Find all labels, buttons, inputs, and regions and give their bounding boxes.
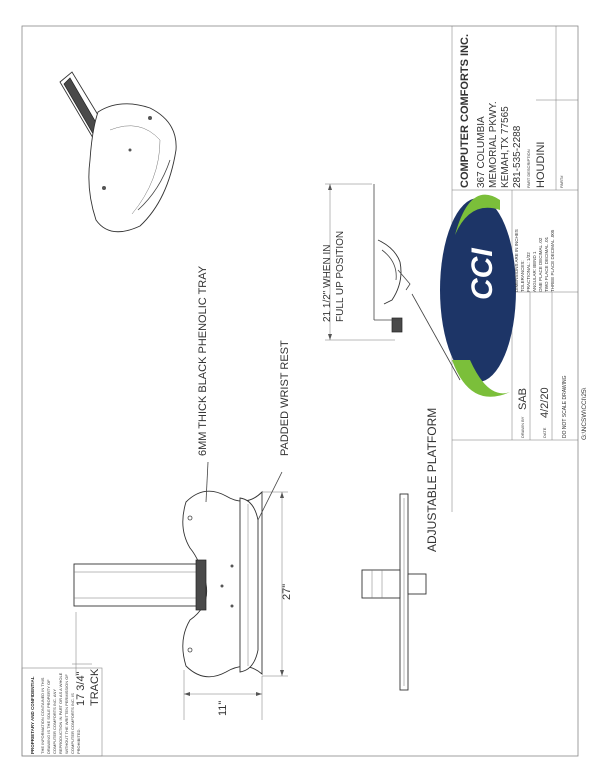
- proprietary-line-3: COMPUTER COMFORTS INC. ANY: [52, 688, 57, 754]
- front-view: [362, 494, 426, 690]
- tolerance-line-2: TOLERANCES:: [520, 260, 525, 292]
- proprietary-line-2: DRAWING IS THE SOLE PROPERTY OF: [46, 679, 51, 754]
- proprietary-line-1: THE INFORMATION CONTAINED IN THIS: [40, 677, 45, 754]
- side-view: [322, 184, 410, 340]
- proprietary-line-7: PROHIBITED.: [76, 728, 81, 754]
- proprietary-line-5: WITHOUT THE WRITTEN PERMISSION OF: [64, 674, 69, 754]
- file-path: G:\NCSW\CCI\25\: [581, 387, 588, 440]
- track-dim-line-2: TRACK: [89, 668, 101, 706]
- isometric-view: [60, 72, 176, 232]
- drawn-by: SAB: [517, 387, 529, 410]
- tolerance-line-5: ONE PLACE DECIMAL .02: [538, 237, 543, 292]
- tolerance-line-7: THREE PLACE DECIMAL .005: [550, 229, 555, 292]
- company-phone: 281-535-2288: [512, 125, 523, 188]
- tolerance-line-6: TWO PLACE DECIMAL .01: [544, 236, 549, 292]
- proprietary-title: PROPRIETARY AND CONFIDENTIAL: [30, 676, 35, 754]
- width-dim: 27": [281, 583, 293, 600]
- proprietary-line-4: REPRODUCTION IN PART OR AS A WHOLE: [58, 672, 63, 754]
- tolerance-line-3: FRACTIONAL: 1/32: [526, 252, 531, 292]
- track-dim-line-1: 17 3/4": [75, 671, 87, 706]
- date: 4/2/20: [539, 387, 551, 418]
- company-address-3: KEMAH,TX 77565: [500, 106, 511, 188]
- date-label: DATE: [542, 427, 547, 438]
- part-description: HOUDINI: [535, 141, 547, 188]
- tray-label: 6MM THICK BLACK PHENOLIC TRAY: [197, 265, 209, 456]
- tolerance-line-4: ANGULAR: BEND 1: [532, 251, 537, 292]
- company-name: COMPUTER COMFORTS INC.: [459, 34, 471, 188]
- depth-dim: 11": [217, 700, 229, 716]
- wrist-rest-label: PADDED WRIST REST: [279, 340, 291, 456]
- part-description-label: PART DESCRIPTION: [526, 149, 531, 188]
- part-number-label: PART#: [559, 175, 564, 188]
- tolerances-block: [514, 229, 555, 292]
- company-address-1: 367 COLUMBIA: [476, 116, 487, 188]
- do-not-scale-note: DO NOT SCALE DRAWING: [562, 375, 568, 438]
- top-view: [72, 491, 293, 720]
- tolerance-line-1: DIMENSIONS ARE IN INCHES: [514, 229, 519, 292]
- height-dim-line-2: FULL UP POSITION: [335, 230, 346, 322]
- cci-logo: [440, 195, 516, 397]
- logo-text: CCI: [466, 248, 499, 300]
- proprietary-line-6: COMPUTER COMFORTS INC. IS: [70, 693, 75, 754]
- platform-label: ADJUSTABLE PLATFORM: [425, 407, 439, 552]
- title-block: [440, 26, 588, 512]
- company-address-2: MEMORIAL PKWY.: [488, 101, 499, 188]
- height-dim-line-1: 21 1/2" WHEN IN: [322, 244, 333, 322]
- drawn-by-label: DRAWN BY: [520, 416, 525, 438]
